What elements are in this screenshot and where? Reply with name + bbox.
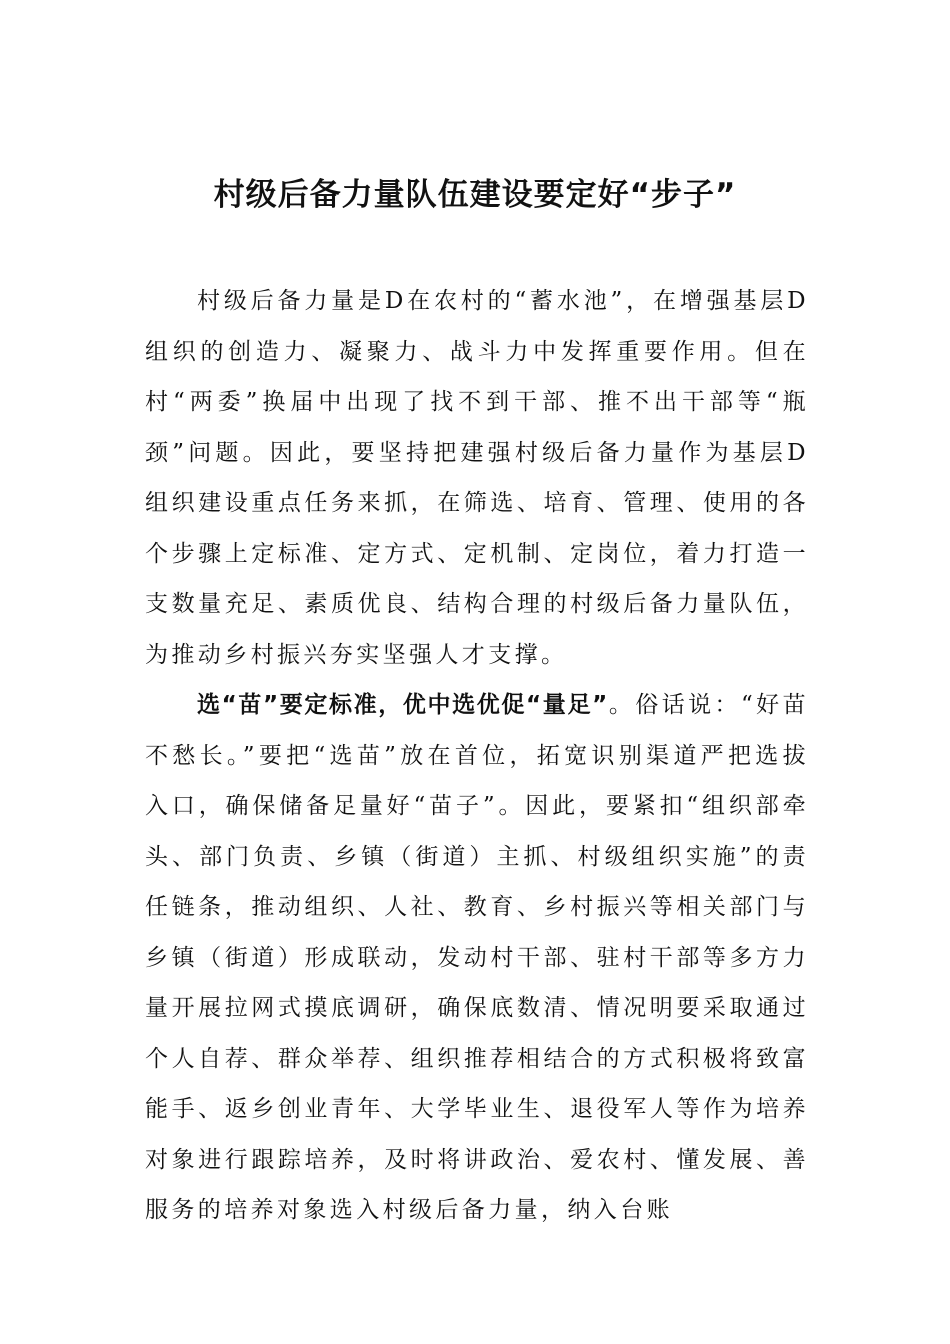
paragraph-lead-heading: 选“苗”要定标准，优中选优促“量足”	[197, 692, 609, 718]
document-body	[145, 276, 809, 1236]
document-title: 村级后备力量队伍建设要定好“步子”	[213, 177, 737, 213]
paragraph-text: 村级后备力量是D在农村的“蓄水池”，在增强基层D组织的创造力、凝聚力、战斗力中发挥重要作用。但在村“两委”换届中出现了找不到干部、推不出干部等“瓶颈”问题。因此，要坚持把建强村级后备力量作为基层D组织建设重点任务来抓，在筛选、培育、管理、使用的各个步骤上定标准、定方式、定机制、定岗位，着力打造一支数量充足、素质优良、结构合理的村级后备力量队伍，为推动乡村振兴夯实坚强人才支撑。	[145, 288, 809, 668]
paragraph-select-seedlings	[145, 680, 809, 1236]
paragraph-text: 。俗话说：“好苗不愁长。”要把“选苗”放在首位，拓宽识别渠道严把选拔入口，确保储备足量好“苗子”。因此，要紧扣“组织部牵头、部门负责、乡镇（街道）主抓、村级组织实施”的责任链条，推动组织、人社、教育、乡村振兴等相关部门与乡镇（街道）形成联动，发动村干部、驻村干部等多方力量开展拉网式摸底调研，确保底数清、情况明要采取通过个人自荐、群众举荐、组织推荐相结合的方式积极将致富能手、返乡创业青年、大学毕业生、退役军人等作为培养对象进行跟踪培养，及时将讲政治、爱农村、懂发展、善服务的培养对象选入村级后备力量，纳入台账	[145, 692, 810, 1223]
paragraph-intro	[145, 276, 809, 680]
